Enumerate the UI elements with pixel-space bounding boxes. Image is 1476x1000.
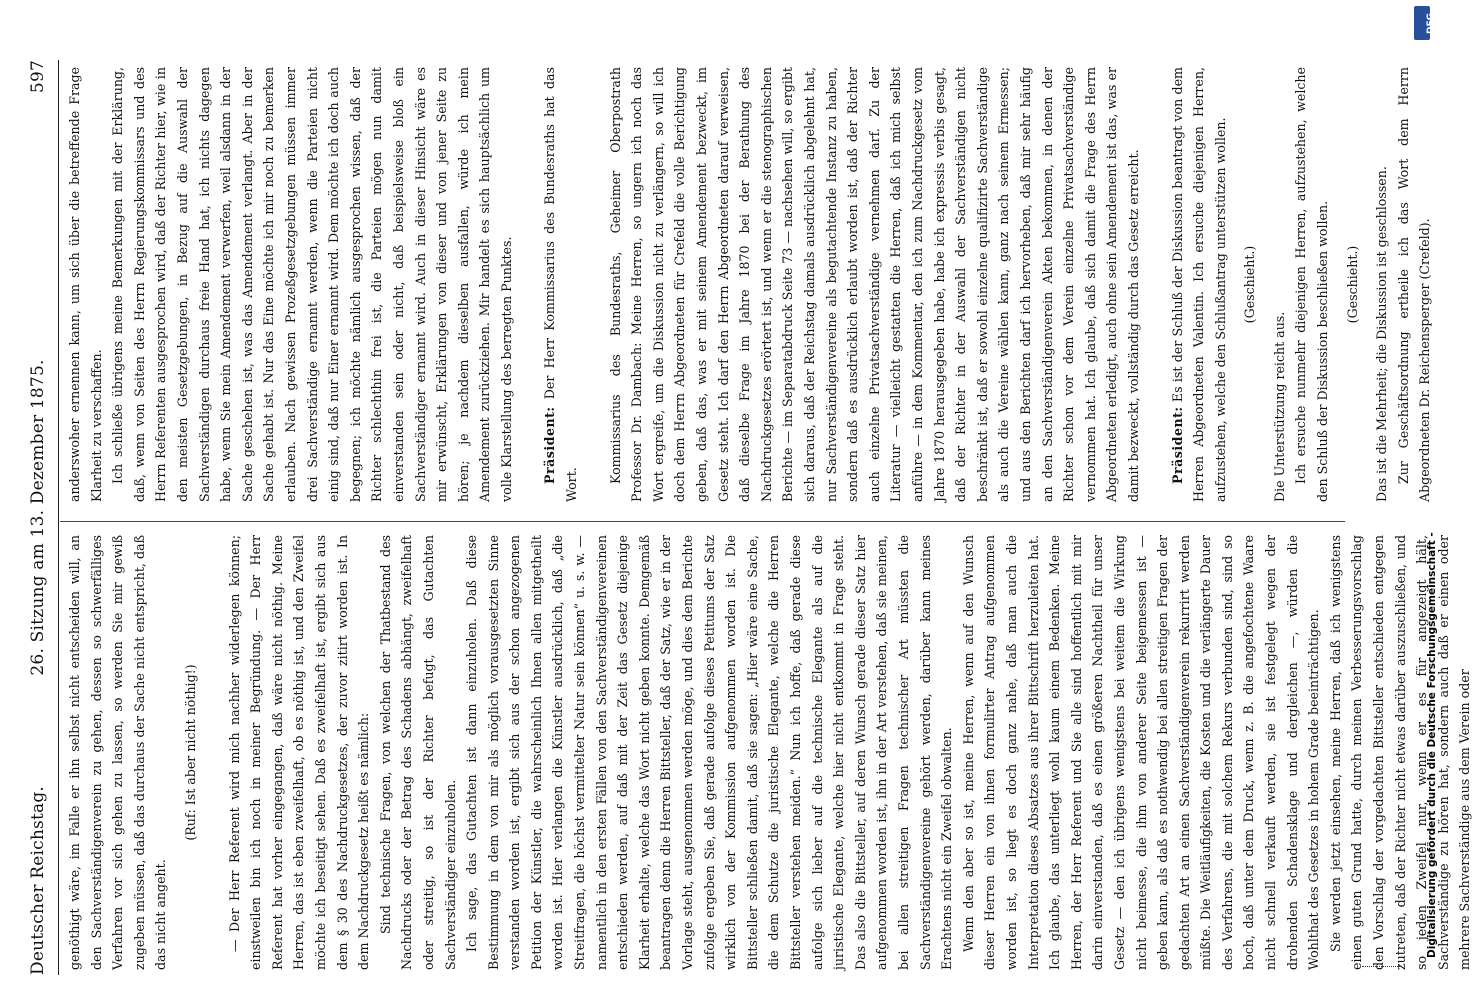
page-header (28, 60, 58, 975)
speech-text: Der Herr Kommissarius des Bundesraths hat das Wort. (542, 67, 580, 502)
paragraph: Sie werden jetzt einsehen, meine Herren, daß ich wenigstens einen guten Grund hatte, durch meinen Verbesserungsvorschlag den Vorschlag der vorgedachten Bittsteller entschieden entgegen zutreten, daß der Richter nicht etwas darüber auszuschließen, und so jeden Zweifel nur, wenn er es für angezeigt hält, Sachverständige zu hören hat, sondern auch daß er einen oder mehrere Sachverständige aus dem Verein oder (1327, 535, 1473, 970)
paragraph: (Ruf: Ist aber nicht nöthig!) (182, 664, 198, 841)
paragraph: genöthigt wäre, im Falle er ihn selbst nicht entscheiden will, an den Sachverständigenverein zu gehen, dessen so schwerfälliges Verfahren vor sich gehen zu lassen, so werden Sie mir gewiß zugeben müssen, daß das durchaus der Sache nicht entspricht, daß das nicht angeht. (67, 535, 169, 970)
paragraph: (Geschieht.) (1344, 245, 1360, 324)
paragraph: Ich ersuche nunmehr diejenigen Herren, aufzustehen, welche den Schluß der Diskussion beschließen wollen. (1293, 67, 1331, 502)
speaker-label: Präsident: (1169, 406, 1185, 484)
paragraph: Ich schließe übrigens meine Bemerkungen mit der Erklärung, daß, wenn von Seiten des Herrn Regierungskommissars und des Herrn Referenten ausgesprochen wird, daß der Richter hier, wie in den meisten Gesetzgebungen, in Bezug auf die Auswahl der Sachverständigen durchaus freie Hand hat, ich nichts dagegen habe, wenn Sie mein Amendement verwerfen, weil alsdann in der Sache geschehen ist, was das Amendement verlangt. Aber in der Sache gehabt ist. Nur das Eine möchte ich mir noch zu bemerken erlauben. Nach gewissen Prozeßgesetzgebungen müssen immer drei Sachverständige ernannt werden, wenn die Parteien nicht einig sind, daß nur Einer ernannt wird. Dem möchte ich doch auch begegnen; ich möchte nämlich ausgesprochen wissen, daß der Richter schlechthin frei ist, die Parteien mögen nun damit einverstanden sein oder nicht, daß beispielsweise bloß ein Sachverständiger ernannt wird. Auch in dieser Hinsicht wäre es mir erwünscht, Erklärungen von dieser und von jener Seite zu hören; je nachdem dieselben ausfallen, würde ich mein Amendement zurückziehen. Mir handelt es sich hauptsächlich um volle Klarstellung des berregten Punktes. (110, 67, 514, 502)
paragraph: Zur Geschäftsordnung ertheile ich das Wort dem Herrn Abgeordneten Dr. Reichensperger (Crefeld). (1395, 67, 1433, 502)
paragraph: Wenn den aber so ist, meine Herren, wenn auf den Wunsch dieser Herren ein von ihnen formulirter Antrag aufgenommen worden ist, so liegt es doch ganz nahe, daß man auch die Interpretation dieses Absatzes aus ihrer Bittschrift herzuleiten hat. Ich glaube, das unterliegt wohl kaum einem Bedenken. Meine Herren, der Herr Referent und Sie alle sind hoffentlich mit mir darin einverstanden, daß es einen größeren Nachtheil für unser Gesetz — den ich übrigens wenigstens bei weitem die Wirkung nicht beimesse, die ihm von anderer Seite beigemessen ist — geben kann, als daß es nothwendig bei allen streitigen Fragen der gedachten Art an einen Sachverständigenverein rekurrirt werden müßte. Die Weitläufigkeiten, die Kosten und die verlängerte Dauer des Verfahrens, die mit solchem Rekurs verbunden sind, sind so hoch, daß unter dem Druck, wenn z. B. die angefochtene Waare nicht schnell verkauft werden, sie ist festgelegt wegen der drohenden Schadensklage und dergleichen —, würden die Wohlthat des Gesetzes in hohem Grade beeinträchtigen. (960, 535, 1322, 970)
digitization-credit: Digitalisierung gefördert durch die Deutsche Forschungsgemeinschaft - (1426, 532, 1438, 958)
paragraph: (Geschieht.) (1242, 245, 1258, 324)
column-divider (60, 521, 1345, 522)
paragraph: Sind technische Fragen, von welchen der Thatbestand des Nachdrucks oder der Betrag des Schadens abhängt, zweifelhaft oder streitig, so ist der Richter befugt, das Gutachten Sachverständiger einzuholen. (377, 535, 458, 970)
paragraph: Die Unterstützung reicht aus. (1271, 311, 1287, 502)
paragraph: — Der Herr Referent wird mich nachher widerlegen können; einstweilen bin ich noch in meiner Begründung. — Der Herr Referent hat vorher eingegangen, daß wäre nicht nöthig. Meine Herren, das ist eben zweifelhaft, ob es nöthig ist, und den Zweifel möchte ich beseitigt sehen. Daß es zweifelhaft ist, ergibt sich aus dem § 30 des Nachdruckgesetzes, der zuvor zitirt worden ist. In dem Nachdruckgesetz heißt es nämlich: (226, 535, 372, 970)
scan-mark (1362, 966, 1402, 969)
paragraph: Ich sage, das Gutachten ist dann einzuholen. Daß diese Bestimmung in dem von mir als möglich vorausgesetzten Sinne verstanden worden ist, ergibt sich aus der schon angezogenen Petition der Künstler, die wahrscheinlich Ihnen allen mitgetheilt worden ist. Hier verlangen die Künstler ausdrücklich, daß „die Streitfragen, die höchst vermittelter Natur sein können“ u. s. w. — namentlich in den ersten Fällen von den Sachverständigenvereinen entschieden werden, auf daß mit der Zeit das Gesetz diejenige Klarheit erhalte, welche das Wort nicht geben konnte. Demgemäß beantragen denn die Herren Bittsteller, daß der Satz, wie er in der Vorlage steht, ausgenommen werden möge, und dies dem Berichte zufolge ergeben Sie, daß gerade aufolge dieses Petitums der Satz wirklich von der Kommission aufgenommen worden ist. Die Bittsteller schließen damit, daß sie sagen: „Hier wäre eine Sache, die dem Schutze die juristische Elegante, welche die Herren Bittsteller verstehen meiden.“ Nun ich hoffe, daß gerade diese aufolge sich lieber auf die technische Elegante als auf die juristische Elegante, welche hier nicht entkommt in Frage steht. Das also die Bittsteller, auf deren Wunsch gerade dieser Satz hier aufgenommen worden ist, ihn in der Art verstehen, daß sie meinen, bei allen streitigen Fragen technischer Art müssten die Sachverständigenvereine gehört werden, darüber kann meines Erachtens nicht ein Zweifel obwalten. (464, 535, 955, 970)
paragraph: Das ist die Mehrheit; die Diskussion ist geschlossen. (1374, 166, 1390, 502)
paragraph (1167, 67, 1232, 502)
paragraph: anderswoher ernennen kann, um sich über die betreffende Frage Klarheit zu verschaffen. (67, 67, 104, 502)
header-rule (58, 60, 59, 975)
paragraph (539, 67, 582, 502)
speech-text: Es ist der Schluß der Diskussion beantragt von dem Herren Abgeordneten Valentin. Ich ersuche diejenigen Herren, aufzustehen, welche den Schlußantrag unterstützen wollen. (1169, 67, 1228, 502)
dfg-badge: DFG (1414, 6, 1430, 40)
page-number: 597 (28, 60, 48, 94)
header-session: 26. Sitzung am 13. Dezember 1875. (28, 359, 48, 676)
header-publication: Deutscher Reichstag. (28, 786, 48, 975)
right-column (64, 67, 1433, 502)
speaker-label: Präsident: (542, 406, 558, 484)
paragraph: Kommissarius des Bundesraths, Geheimer Oberpostrath Professor Dr. Dambach: Meine Herren, so ungern ich noch das Wort ergreife, um die Diskussion nicht zu verlängern, so will ich doch dem Herrn Abgeordneten für Crefeld die volle Berichtigung geben, daß das, was er mit seinem Amendement bezweckt, im Gesetz steht. Ich darf den Herrn Abgeordneten darauf verweisen, daß dieselbe Frage im Jahre 1870 bei der Berathung des Nachdruckgesetzes erörtert ist, und wenn er die stenographischen Berichte — im Separatabdruck Seite 73 — nachsehen will, so ergibt sich daraus, daß der Reichstag damals ausdrücklich abgelehnt hat, nur Sachverständigenvereine als begutachtende Instanz zu haben, sondern daß es ausdrücklich erlaubt worden ist, daß der Richter auch einzelne Privatsachverständige vernehmen darf. Zu der Literatur — vielleicht gestatten die Herren, daß ich mich selbst anführe — in dem Kommentar, den ich zum Nachdruckgesetz vom Jahre 1870 herausgegeben habe, habe ich expressis verbis gesagt, daß der Richter in der Auswahl der Sachverständigen nicht beschränkt ist, daß er sowohl einzelne qualifizirte Sachverständige als auch die Vereine wählen kann, ganz nach seinem Ermessen; und aus den Berichten darf ich hervorheben, daß mir sehr häufig an den Sachverständigenverein Akten bekommen, in denen der Richter schon vor dem Verein einzelne Privatsachverständige vernommen hat. Ich glaube, daß sich damit die Frage des Herrn Abgeordneten erledigt, auch ohne sein Amendement ist das, was er damit bezweckt, vollständig durch das Gesetz erreicht. (607, 67, 1141, 502)
